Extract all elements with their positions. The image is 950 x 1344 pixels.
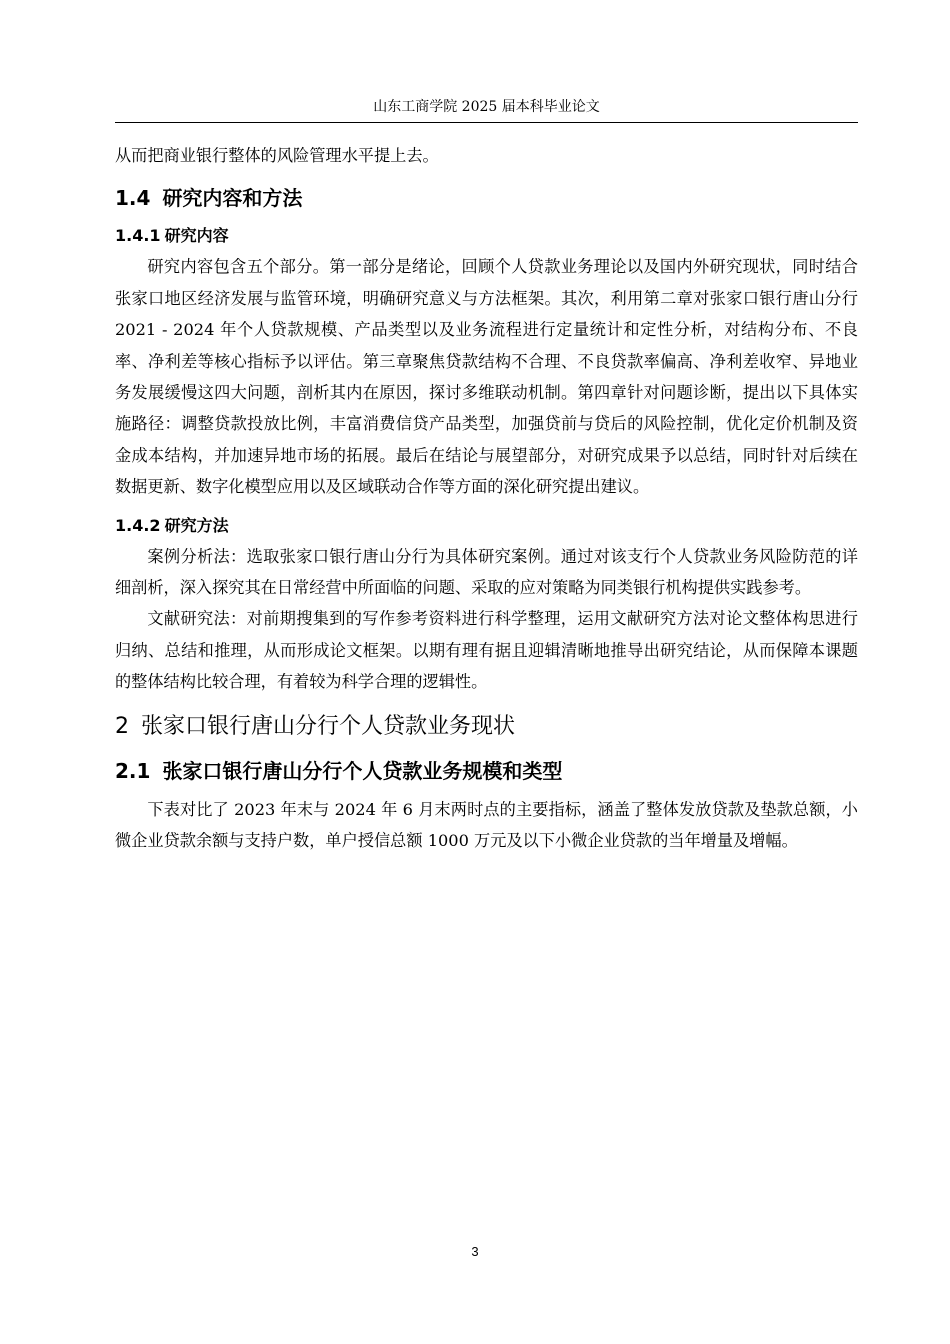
section-title: 研究内容和方法 <box>162 186 303 211</box>
page-content <box>115 140 858 857</box>
section-title: 研究内容 <box>164 226 229 246</box>
paragraph: 研究内容包含五个部分。第一部分是绪论，回顾个人贷款业务理论以及国内外研究现状，同时结合张家口地区经济发展与监管环境，明确研究意义与方法框架。其次，利用第二章对张家口银行唐山分行 2021 - 2024 年个人贷款规模、产品类型以及业务流程进行定量统计和定性分析，对结构分布、不良率、净利差等核心指标予以评估。第三章聚焦贷款结构不合理、不良贷款率偏高、净利差收窄、异地业务发展缓慢这四大问题，剖析其内在原因，探讨多维联动机制。第四章针对问题诊断，提出以下具体实施路径：调整贷款投放比例，丰富消费信贷产品类型，加强贷前与贷后的风险控制，优化定价机制及资金成本结构，并加速异地市场的拓展。最后在结论与展望部分，对研究成果予以总结，同时针对后续在数据更新、数字化模型应用以及区域联动合作等方面的深化研究提出建议。 <box>115 257 858 497</box>
section-heading-1-4-1 <box>115 221 858 251</box>
chapter-heading-2 <box>115 710 858 744</box>
section-number: 2 <box>115 713 129 739</box>
section-number: 1.4.1 <box>115 226 161 246</box>
paragraph: 文献研究法：对前期搜集到的写作参考资料进行科学整理，运用文献研究方法对论文整体构思进行归纳、总结和推理，从而形成论文框架。以期有理有据且迎辑清晰地推导出研究结论，从而保障本课题的整体结构比较合理，有着较为科学合理的逻辑性。 <box>115 609 858 692</box>
section-title: 研究方法 <box>164 515 229 535</box>
section-title: 张家口银行唐山分行个人贷款业务规模和类型 <box>162 758 563 783</box>
paragraph: 案例分析法：选取张家口银行唐山分行为具体研究案例。通过对该支行个人贷款业务风险防范的详细剖析，深入探究其在日常经营中所面临的问题、采取的应对策略为同类银行机构提供实践参考。 <box>115 546 858 598</box>
section-heading-1-4-2 <box>115 511 858 541</box>
section-heading-1-4 <box>115 183 858 213</box>
section-heading-2-1 <box>115 756 858 786</box>
paragraph: 从而把商业银行整体的风险管理水平提上去。 <box>115 146 439 165</box>
section-number: 1.4 <box>115 186 151 211</box>
section-number: 1.4.2 <box>115 515 161 535</box>
section-number: 2.1 <box>115 758 151 783</box>
paragraph: 下表对比了 2023 年末与 2024 年 6 月末两时点的主要指标，涵盖了整体发放贷款及垫款总额，小微企业贷款余额与支持户数，单户授信总额 1000 万元及以下小微企业贷款的当年增量及增幅。 <box>115 799 858 851</box>
page-number: 3 <box>471 1244 479 1259</box>
section-title: 张家口银行唐山分行个人贷款业务现状 <box>141 713 516 739</box>
page-header: 山东工商学院 2025 届本科毕业论文 <box>115 96 858 123</box>
